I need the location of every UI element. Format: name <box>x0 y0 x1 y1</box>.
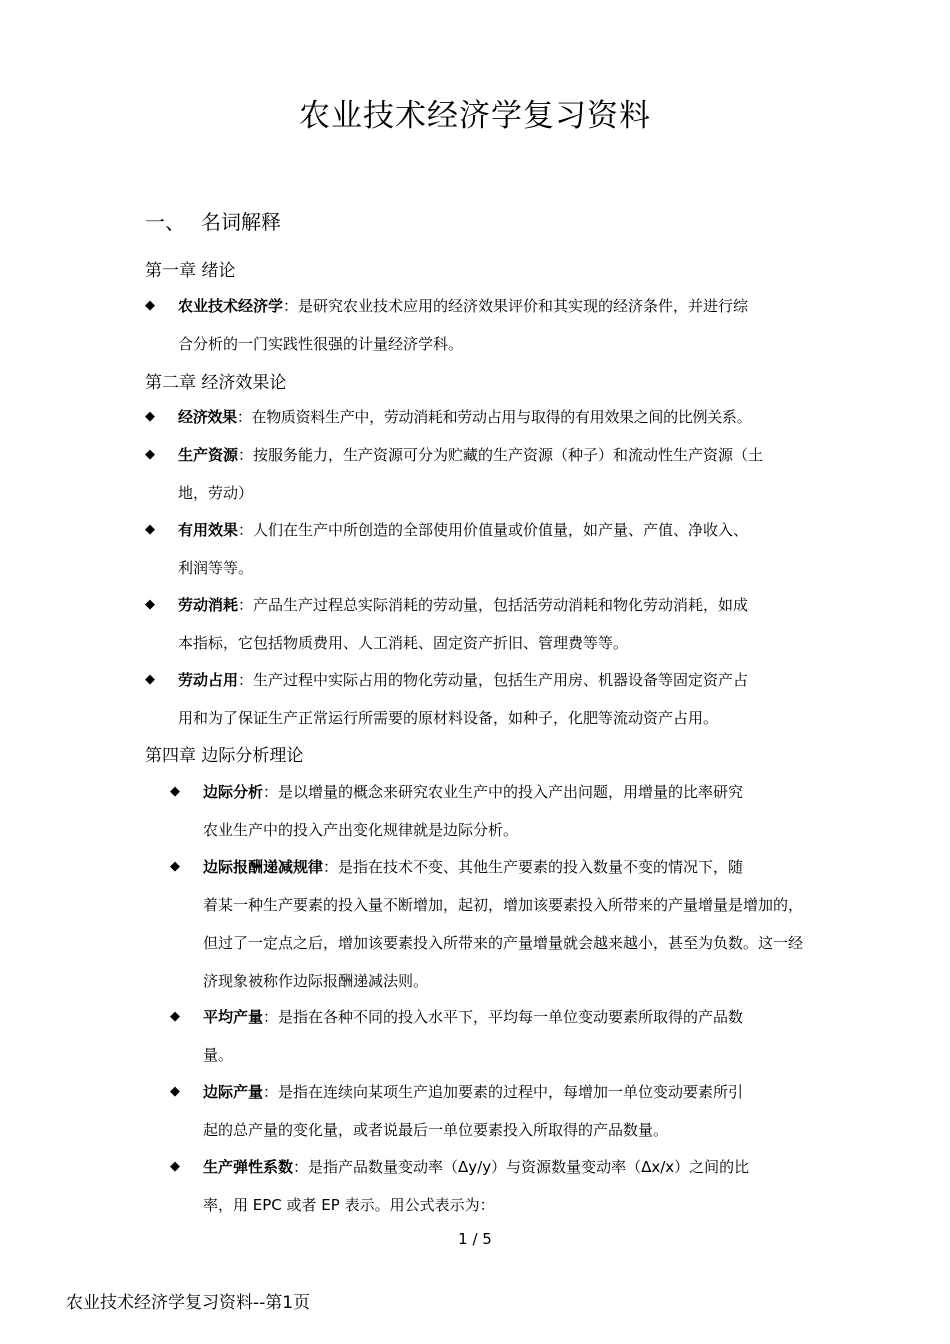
definition-text-cont: 利润等等。 <box>178 559 254 577</box>
definition-item: ◆ 劳动消耗：产品生产过程总实际消耗的劳动量，包括活劳动消耗和物化劳动消耗，如成 本指标，它包括物质费用、人工消耗、固定资产折旧、管理费等等。 <box>145 586 810 662</box>
term: 有用效果 <box>178 521 239 539</box>
definition-item: ◆ 经济效果：在物质资料生产中，劳动消耗和劳动占用与取得的有用效果之间的比例关系。 <box>145 398 810 436</box>
definition-item: ◆ 平均产量：是指在各种不同的投入水平下，平均每一单位变动要素所取得的产品数 量。 <box>170 998 810 1074</box>
term: 平均产量 <box>203 1008 264 1026</box>
diamond-bullet-icon: ◆ <box>145 522 155 537</box>
diamond-bullet-icon: ◆ <box>145 672 155 687</box>
section-heading <box>145 206 281 235</box>
definition-text-cont: 量。 <box>203 1046 234 1064</box>
term: 经济效果 <box>178 408 237 426</box>
definition-text: 是指在连续向某项生产追加要素的过程中，每增加一单位变动要素所引 <box>278 1083 744 1101</box>
definition-text: 产品生产过程总实际消耗的劳动量，包括活劳动消耗和物化劳动消耗，如成 <box>253 596 749 614</box>
document-title: 农业技术经济学复习资料 <box>299 98 651 134</box>
diamond-bullet-icon: ◆ <box>145 447 155 462</box>
diamond-bullet-icon: ◆ <box>170 1009 180 1024</box>
definition-text-cont: 合分析的一门实践性很强的计量经济学科。 <box>178 335 464 353</box>
diamond-bullet-icon: ◆ <box>145 409 155 424</box>
definition-text-cont: 农业生产中的投入产出变化规律就是边际分析。 <box>203 821 519 839</box>
diamond-bullet-icon: ◆ <box>170 784 180 799</box>
diamond-bullet-icon: ◆ <box>170 1159 180 1174</box>
definition-item: ◆ 边际报酬递减规律：是指在技术不变、其他生产要素的投入数量不变的情况下，随 着某一种生产要素的投入量不断增加，起初，增加该要素投入所带来的产量增量是增加的，但过了一定点之后，增加该要素投入所带来的产量增量就会越来越小，甚至为负数。这一经济现象被称作边际报酬递减法则。 <box>170 848 810 1000</box>
definition-item: ◆ 农业技术经济学：是研究农业技术应用的经济效果评价和其实现的经济条件，并进行综 合分析的一门实践性很强的计量经济学科。 <box>145 287 810 363</box>
term: 边际分析 <box>203 783 264 801</box>
definition-item: ◆ 劳动占用：生产过程中实际占用的物化劳动量，包括生产用房、机器设备等固定资产占 用和为了保证生产正常运行所需要的原材料设备，如种子，化肥等流动资产占用。 <box>145 661 810 737</box>
definition-item: ◆ 生产资源：按服务能力，生产资源可分为贮藏的生产资源（种子）和流动性生产资源（土 地，劳动） <box>145 436 810 512</box>
definition-text: 是以增量的概念来研究农业生产中的投入产出问题，用增量的比率研究 <box>278 783 744 801</box>
term: 劳动消耗 <box>178 596 239 614</box>
section-label: 名词解释 <box>201 210 281 234</box>
definition-item: ◆ 边际分析：是以增量的概念来研究农业生产中的投入产出问题，用增量的比率研究 农业生产中的投入产出变化规律就是边际分析。 <box>170 773 810 849</box>
definition-text-cont: 用和为了保证生产正常运行所需要的原材料设备，如种子，化肥等流动资产占用。 <box>178 709 719 727</box>
definition-item: ◆ 有用效果：人们在生产中所创造的全部使用价值量或价值量，如产量、产值、净收入、 利润等等。 <box>145 511 810 587</box>
definition-text: 人们在生产中所创造的全部使用价值量或价值量，如产量、产值、净收入、 <box>253 521 749 539</box>
diamond-bullet-icon: ◆ <box>170 859 180 874</box>
chapter-heading-2: 第二章 经济效果论 <box>145 373 287 393</box>
definition-text: 是指在各种不同的投入水平下，平均每一单位变动要素所取得的产品数 <box>278 1008 744 1026</box>
page-number: 1 / 5 <box>458 1230 492 1248</box>
section-number: 一、 <box>145 210 185 234</box>
definition-text-cont: 起的总产量的变化量，或者说最后一单位要素投入所取得的产品数量。 <box>203 1121 669 1139</box>
term: 生产弹性系数 <box>203 1158 294 1176</box>
definition-text: 是指在技术不变、其他生产要素的投入数量不变的情况下，随 <box>338 858 744 876</box>
chapter-heading-1: 第一章 绪论 <box>145 261 236 281</box>
definition-item: ◆ 生产弹性系数：是指产品数量变动率（Δy/y）与资源数量变动率（Δx/x）之间的比 率，用 EPC 或者 EP 表示。用公式表示为： <box>170 1148 810 1224</box>
term: 农业技术经济学 <box>178 297 284 315</box>
definition-text: 是指产品数量变动率（Δy/y）与资源数量变动率（Δx/x）之间的比 <box>308 1158 750 1176</box>
diamond-bullet-icon: ◆ <box>145 298 155 313</box>
definition-text-cont: 着某一种生产要素的投入量不断增加，起初，增加该要素投入所带来的产量增量是增加的，但过了一定点之后，增加该要素投入所带来的产量增量就会越来越小，甚至为负数。这一经济现象被称作边际报酬递减法则。 <box>203 896 804 990</box>
diamond-bullet-icon: ◆ <box>170 1084 180 1099</box>
chapter-heading-4: 第四章 边际分析理论 <box>145 746 304 766</box>
page-footer: 农业技术经济学复习资料--第1页 <box>66 1293 311 1313</box>
definition-text: 在物质资料生产中，劳动消耗和劳动占用与取得的有用效果之间的比例关系。 <box>251 408 752 426</box>
term: 生产资源 <box>178 446 239 464</box>
definition-text-cont: 率，用 EPC 或者 EP 表示。用公式表示为： <box>203 1196 495 1214</box>
definition-text-cont: 本指标，它包括物质费用、人工消耗、固定资产折旧、管理费等等。 <box>178 634 629 652</box>
definition-text: 按服务能力，生产资源可分为贮藏的生产资源（种子）和流动性生产资源（土 <box>253 446 764 464</box>
definition-item: ◆ 边际产量：是指在连续向某项生产追加要素的过程中，每增加一单位变动要素所引 起的总产量的变化量，或者说最后一单位要素投入所取得的产品数量。 <box>170 1073 810 1149</box>
definition-text-cont: 地，劳动） <box>178 484 254 502</box>
term: 劳动占用 <box>178 671 239 689</box>
diamond-bullet-icon: ◆ <box>145 597 155 612</box>
definition-text: 生产过程中实际占用的物化劳动量，包括生产用房、机器设备等固定资产占 <box>253 671 749 689</box>
definition-text: 是研究农业技术应用的经济效果评价和其实现的经济条件，并进行综 <box>298 297 749 315</box>
term: 边际报酬递减规律 <box>203 858 324 876</box>
term: 边际产量 <box>203 1083 264 1101</box>
